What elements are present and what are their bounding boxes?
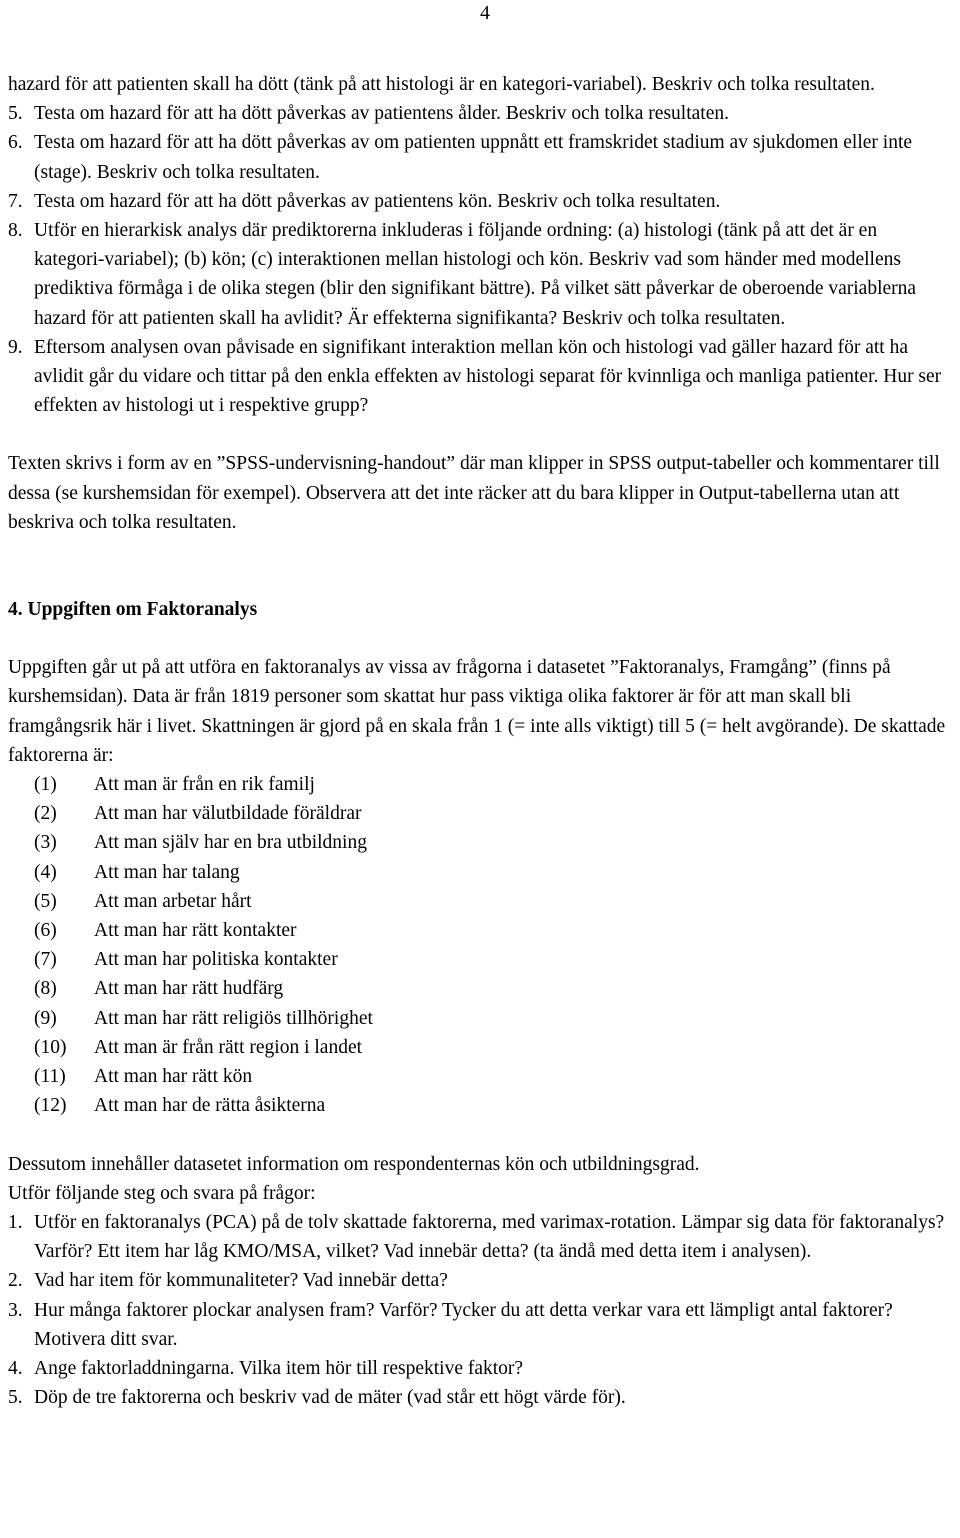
intro-paragraph: Uppgiften går ut på att utföra en faktoranalys av vissa av frågorna i datasetet ”Faktoranalys, Framgång” (finns på kurshemsidan). Data är från 1819 personer som skattat hur pass viktiga olika faktorer är för att man skall bli framgångsrik här i livet. Skattningen är gjord på en skala från 1 (= inte alls viktigt) till 5 (= helt avgörande). De skattade faktorerna är: [8,657,946,766]
list-item: (9) Att man har rätt religiös tillhörighet [34,1007,373,1029]
dataset-note: Dessutom innehåller datasetet information om respondenternas kön och utbildningsgrad. [8,1153,700,1175]
spss-paragraph: Texten skrivs i form av en ”SPSS-undervisning-handout” där man klipper in SPSS output-tabeller och kommentarer till dessa (se kurshemsidan för exempel). Observera att det inte räcker att du bara klipper in Output-tabellerna utan att beskriva och tolka resultaten. [8,453,940,533]
steps-intro: Utför följande steg och svara på frågor: [8,1182,316,1204]
list-item: (7) Att man har politiska kontakter [34,949,338,971]
list-item: (10) Att man är från rätt region i landet [34,1036,363,1058]
page-number: 4 [480,2,490,24]
list-items-a [8,99,952,420]
list-item: (4) Att man har talang [34,861,240,883]
list-item: 7. Testa om hazard för att ha dött påverkas av patientens kön. Beskriv och tolka resultaten. [8,190,721,212]
list-item: 5. Testa om hazard för att ha dött påverkas av patientens ålder. Beskriv och tolka resultaten. [8,103,729,125]
continuation-text: hazard för att patienten skall ha dött (tänk på att histologi är en kategori-variabel). Beskriv och tolka resultaten. [8,74,875,95]
list-item: 1. Utför en faktoranalys (PCA) på de tolv skattade faktorerna, med varimax-rotation. Lämpar sig data för faktoranalys? Varför? Ett item har låg KMO/MSA, vilket? Vad innebär detta? (ta ändå med detta item i analysen). [8,1211,945,1263]
list-item: 9. Eftersom analysen ovan påvisade en signifikant interaktion mellan kön och histologi vad gäller hazard för att ha avlidit går du vidare och tittar på den enkla effekten av histologi separat för kvinnliga och manliga patienter. Hur ser effekten av histologi ut i respektive grupp? [8,336,942,417]
list-item: (5) Att man arbetar hårt [34,890,252,912]
list-item: (2) Att man har välutbildade föräldrar [34,803,362,825]
list-item: 4. Ange faktorladdningarna. Vilka item hör till respektive faktor? [8,1357,524,1379]
list-item: (11) Att man har rätt kön [34,1066,253,1088]
list-item: 3. Hur många faktorer plockar analysen fram? Varför? Tycker du att detta verkar vara ett lämpligt antal faktorer? Motivera ditt svar. [8,1299,893,1350]
list-item: (3) Att man själv har en bra utbildning [34,832,367,854]
list-item: 6. Testa om hazard för att ha dött påverkas av om patienten uppnått ett framskridet stadium av sjukdomen eller inte (stage). Beskriv och tolka resultaten. [8,132,913,183]
list-item: 8. Utför en hierarkisk analys där prediktorerna inkluderas i följande ordning: (a) histologi (tänk på att det är en kategori-variabel); (b) kön; (c) interaktionen mellan histologi och kön. Beskriv vad som händer med modellens prediktiva förmåga i de olika stegen (blir den signifikant bättre). På vilket sätt påverkar de oberoende variablerna hazard för att patienten skall ha avlidit? Är effekterna signifikanta? Beskriv och tolka resultaten. [8,220,917,329]
factor-list [8,770,952,1120]
step-list [8,1208,952,1412]
list-item: (1) Att man är från en rik familj [34,774,315,796]
list-item: 2. Vad har item för kommunaliteter? Vad innebär detta? [8,1270,448,1292]
page-body [8,70,952,1412]
list-item: (6) Att man har rätt kontakter [34,920,297,942]
list-item: (8) Att man har rätt hudfärg [34,978,284,1000]
list-item: (12) Att man har de rätta åsikterna [34,1095,326,1117]
section-heading: 4. Uppgiften om Faktoranalys [8,599,258,621]
list-item: 5. Döp de tre faktorerna och beskriv vad de mäter (vad står ett högt värde för). [8,1387,626,1409]
